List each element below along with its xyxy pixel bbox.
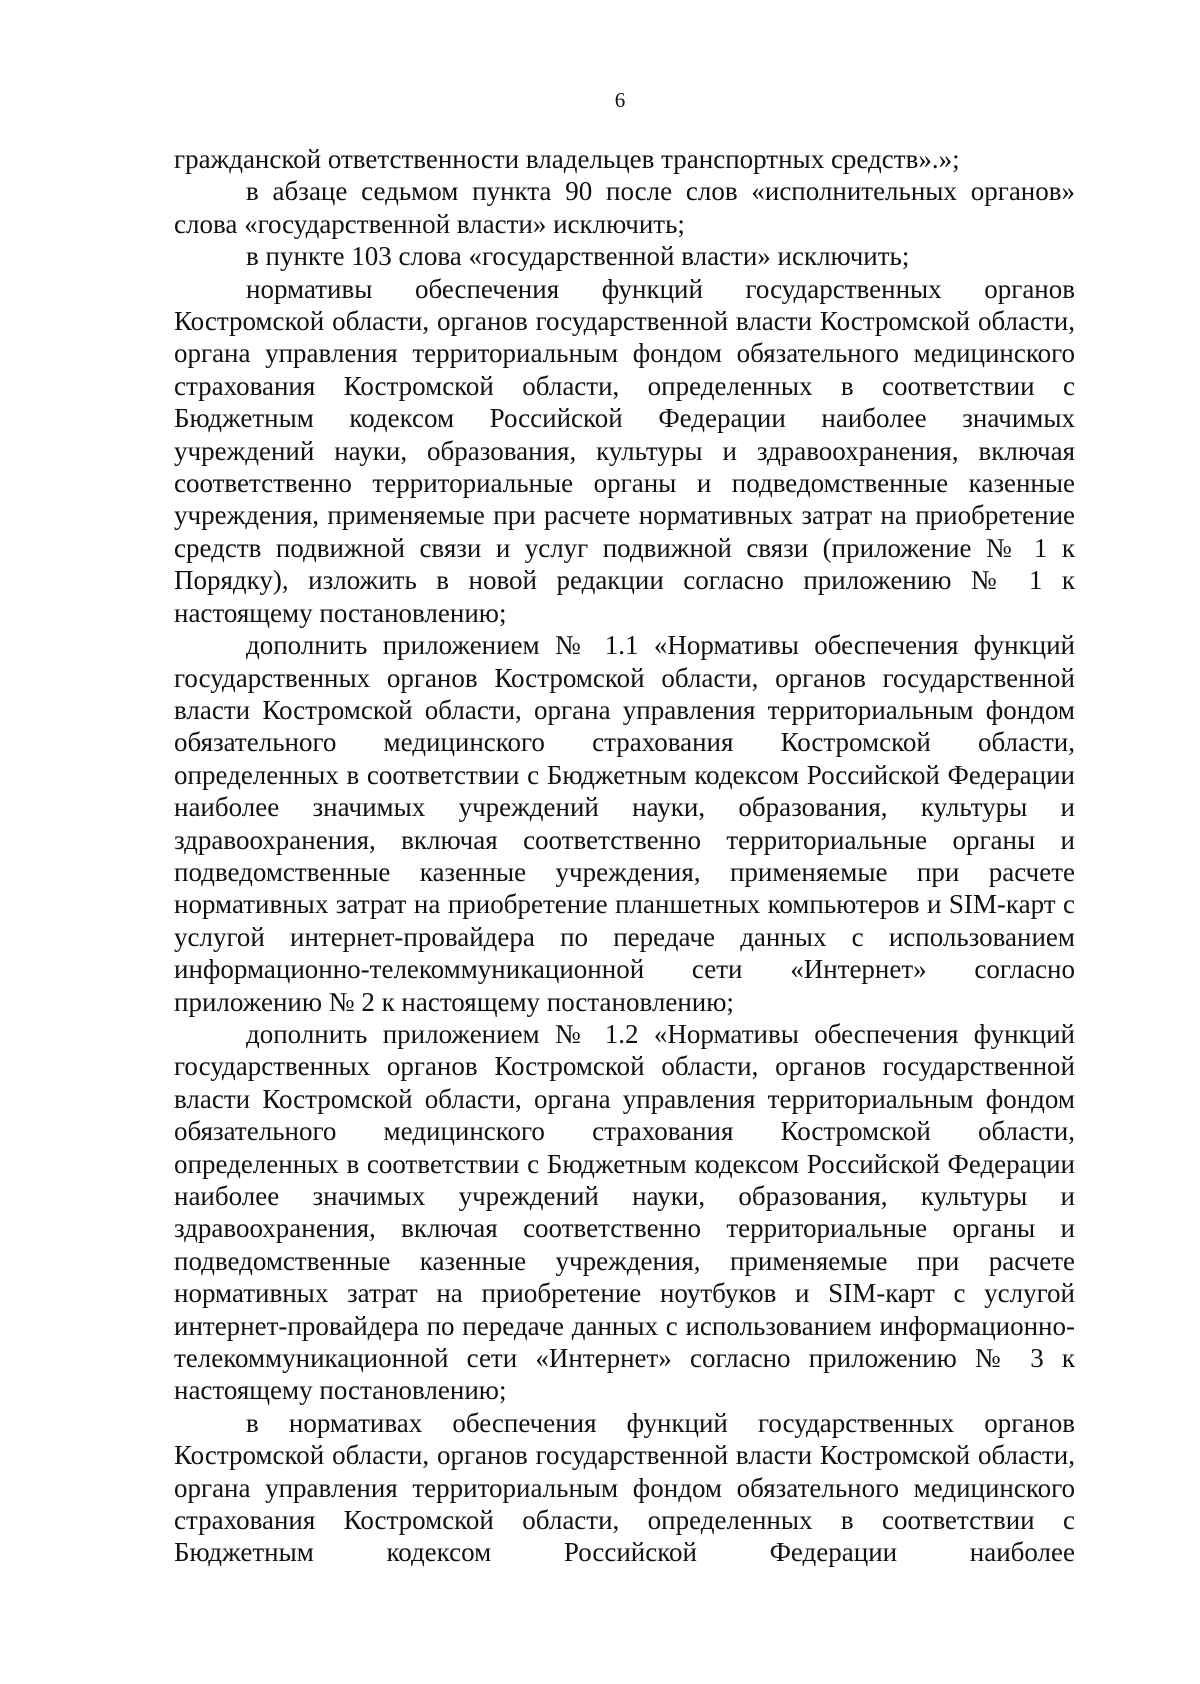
paragraph-item-90: в абзаце седьмом пункта 90 после слов «исполнительных органов» слова «государственной власти» исключить; [174, 176, 1075, 239]
document-body [174, 143, 1075, 1569]
paragraph-appendix-1-1: дополнить приложением № 1.1 «Нормативы обеспечения функций государственных органов Костромской области, органов государственной власти Костромской области, органа управления территориальным фондом обязательного медицинского страхования Костромской области, определенных в соответствии с Бюджетным кодексом Российской Федерации наиболее значимых учреждений науки, образования, культуры и здравоохранения, включая соответственно территориальные органы и подведомственные казенные учреждения, применяемые при расчете нормативных затрат на приобретение планшетных компьютеров и SIM-карт с услугой интернет-провайдера по передаче данных с использованием информационно-телекоммуникационной сети «Интернет» согласно приложению № 2 к настоящему постановлению; [174, 630, 1075, 1017]
paragraph-norms-continued: в нормативах обеспечения функций государственных органов Костромской области, органов государственной власти Костромской области, органа управления территориальным фондом обязательного медицинского страхования Костромской области, определенных в соответствии с Бюджетным кодексом Российской Федерации наиболее [174, 1407, 1075, 1568]
page-number: 6 [614, 88, 626, 112]
paragraph-appendix-1-2: дополнить приложением № 1.2 «Нормативы обеспечения функций государственных органов Костромской области, органов государственной власти Костромской области, органа управления территориальным фондом обязательного медицинского страхования Костромской области, определенных в соответствии с Бюджетным кодексом Российской Федерации наиболее значимых учреждений науки, образования, культуры и здравоохранения, включая соответственно территориальные органы и подведомственные казенные учреждения, применяемые при расчете нормативных затрат на приобретение ноутбуков и SIM-карт с услугой интернет-провайдера по передаче данных с использованием информационно-телекоммуникационной сети «Интернет» согласно приложению № 3 к настоящему постановлению; [174, 1018, 1075, 1406]
paragraph-item-103: в пункте 103 слова «государственной власти» исключить; [246, 241, 910, 272]
paragraph-appendix-1: нормативы обеспечения функций государственных органов Костромской области, органов государственной власти Костромской области, органа управления территориальным фондом обязательного медицинского страхования Костромской области, определенных в соответствии с Бюджетным кодексом Российской Федерации наиболее значимых учреждений науки, образования, культуры и здравоохранения, включая соответственно территориальные органы и подведомственные казенные учреждения, применяемые при расчете нормативных затрат на приобретение средств подвижной связи и услуг подвижной связи (приложение № 1 к Порядку), изложить в новой редакции согласно приложению № 1 к настоящему постановлению; [174, 273, 1075, 628]
paragraph-continuation: гражданской ответственности владельцев транспортных средств».»; [174, 144, 960, 174]
